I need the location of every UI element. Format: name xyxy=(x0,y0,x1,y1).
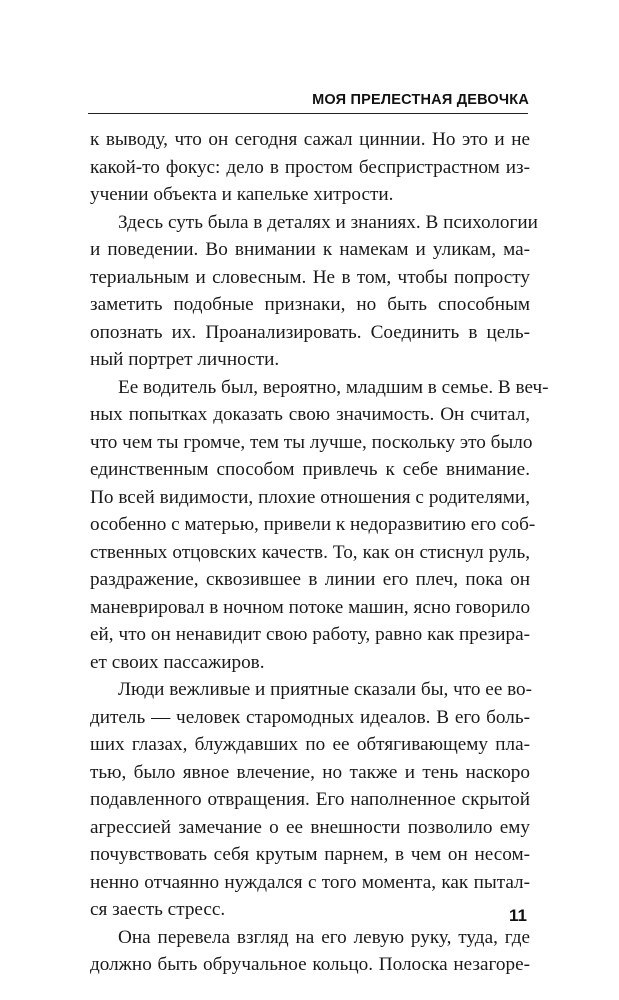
text-line: По всей видимости, плохие отношения с родителями, xyxy=(90,486,530,508)
text-line: какой-то фокус: дело в простом беспристрастном из- xyxy=(90,156,530,178)
text-line: ей, что он ненавидит свою работу, равно как презира- xyxy=(90,624,530,645)
text-line: ся заесть стресс. xyxy=(90,899,226,920)
text-line: особенно с матерью, привели к недоразвитию его соб- xyxy=(90,514,536,535)
text-line: агрессией замечание о ее внешности позволило ему xyxy=(90,816,530,838)
text-line: ственных отцовских качеств. То, как он стиснул руль, xyxy=(90,541,530,563)
page-number: 11 xyxy=(509,906,527,925)
running-head-title: МОЯ ПРЕЛЕСТНАЯ ДЕВОЧКА xyxy=(312,92,529,108)
body-text xyxy=(90,126,549,979)
text-line: что чем ты громче, тем ты лучше, поскольку это было xyxy=(90,431,533,453)
text-line: ных попытках доказать свою значимость. Он считал, xyxy=(90,404,530,425)
text-line: Она перевела взгляд на его левую руку, туда, где xyxy=(118,926,530,948)
text-line: Здесь суть была в деталях и знаниях. В психологии xyxy=(118,211,538,233)
paragraph xyxy=(90,924,530,979)
text-line: тью, было явное влечение, но также и тень наскоро xyxy=(90,761,530,783)
text-line: должно быть обручальное кольцо. Полоска незагоре- xyxy=(90,954,530,975)
text-line: ный портрет личности. xyxy=(90,349,280,370)
text-line: териальным и словесным. Не в том, чтобы попросту xyxy=(90,266,530,288)
text-line: дитель — человек старомодных идеалов. В его боль- xyxy=(90,706,530,728)
text-line: опознать их. Проанализировать. Соединить в цель- xyxy=(90,321,530,343)
text-line: единственным способом привлечь к себе внимание. xyxy=(90,459,530,480)
text-line: почувствовать себя крутым парнем, в чем он несом- xyxy=(90,844,530,865)
text-line: к выводу, что он сегодня сажал циннии. Но это и не xyxy=(90,129,530,150)
text-line: ненно отчаянно нуждался с того момента, как пытал- xyxy=(90,871,530,893)
paragraph xyxy=(90,676,533,924)
text-line: раздражение, сквозившее в линии его плеч, пока он xyxy=(90,569,530,590)
header-rule xyxy=(88,113,528,114)
text-line: маневрировал в ночном потоке машин, ясно говорило xyxy=(90,596,531,618)
text-line: учении объекта и капельке хитрости. xyxy=(90,184,394,205)
text-line: Люди вежливые и приятные сказали бы, что ее во- xyxy=(118,679,533,700)
text-line: и поведении. Во внимании к намекам и уликам, ма- xyxy=(90,239,530,260)
paragraph xyxy=(90,126,530,209)
text-line: ет своих пассажиров. xyxy=(90,651,265,673)
text-line: подавленного отвращения. Его наполненное скрытой xyxy=(90,789,530,810)
text-line: Ее водитель был, вероятно, младшим в семье. В веч- xyxy=(118,376,549,398)
paragraph xyxy=(90,374,549,677)
text-line: заметить подобные признаки, но быть способным xyxy=(90,294,530,315)
paragraph xyxy=(90,209,538,374)
text-line: ших глазах, блуждавших по ее обтягивающему пла- xyxy=(90,734,530,755)
